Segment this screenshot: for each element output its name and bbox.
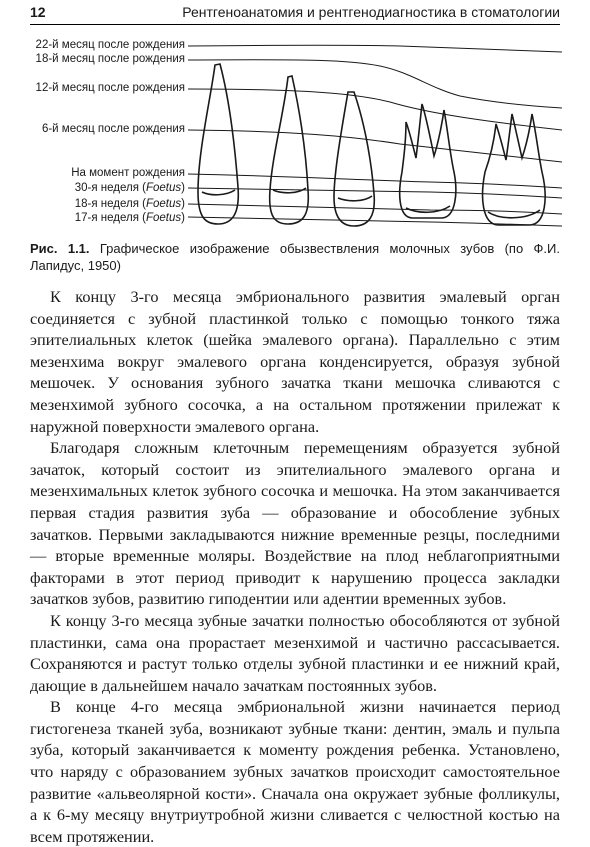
figure-stage-labels [30,32,185,230]
stage-label: 6-й месяц после рождения [41,123,185,135]
stage-line-22m [188,45,562,52]
stage-label: 12-й месяц после рождения [35,82,185,94]
figure-tooth-calcification [30,32,562,230]
stage-line-30w [188,188,562,198]
stage-label: 18-й месяц после рождения [35,53,185,65]
stage-line-12m [188,89,562,130]
figure-caption [30,240,560,274]
paragraph: Благодаря сложным клеточным перемещениям образуется зубной зачаток, который состоит из эпителиального эмалевого органа и мезенхимальных клеток зубного сосочка и мешочка. На этом заканчивается первая стадия развития зуба — образование и обособление зубных зачатков. Первыми закладываются нижние временные резцы, последними — вторые временные моляры. Воздействие на плод неблагоприятными факторами в этот период приводит к нарушению процесса закладки зачатков зубов, развитию гиподентии или адентии временных зубов. [30,438,560,609]
tooth-canine [334,92,374,226]
stage-label: 17-я неделя (Foetus) [74,212,185,224]
caption-label: Рис. 1.1. [30,241,90,256]
caption-text: Графическое изображение обызвествления молочных зубов (по Ф.И. Лапидус, 1950) [30,241,560,273]
paragraph: В конце 4-го месяца эмбриональной жизни начинается период гистогенеза тканей зуба, возникают зубные ткани: дентин, эмаль и пульпа зуба, который заканчивается к моменту рождения ребенка. Установлено, что наряду с образованием зубных зачатков происходит самостоятельное развитие «альвеолярной кости». Сначала она окружает зубные фолликулы, а к 6-му месяцу внутриутробной жизни сливается с челюстной костью на всем протяжении. [30,697,560,846]
stage-label: 30-я неделя (Foetus) [74,182,185,194]
tooth-first-molar [400,104,456,218]
body-text [30,286,560,847]
tooth-lateral-incisor [270,76,309,224]
running-header [30,0,560,25]
tooth-second-molar [483,114,546,225]
stage-label: 18-я неделя (Foetus) [74,198,185,210]
stage-line-18w [188,204,562,214]
stage-label: На момент рождения [71,167,185,179]
tooth-central-incisor [198,64,238,224]
stage-line-birth [188,174,562,188]
running-title: Рентгеноанатомия и рентгенодиагностика в стоматологии [182,4,560,20]
paragraph: К концу 3-го месяца эмбрионального развития эмалевый орган соединяется с зубной пластинкой только с помощью тонкого тяжа эпителиальных клеток (шейка эмалевого органа). Параллельно с этим мезенхима вокруг эмалевого органа конденсируется, образуя зубной мешочек. У основания зубного зачатка ткани мешочка сливаются с мезенхимой зубного сосочка, а на остальном протяжении прилежат к наружной поверхности эмалевого органа. [30,287,560,436]
paragraph: К концу 3-го месяца зубные зачатки полностью обособляются от зубной пластинки, сама она прорастает мезенхимой и частично рассасывается. Сохраняются и растут только отделы зубной пластинки и ее нижний край, дающие в дальнейшем начало зачаткам постоянных зубов. [30,610,560,695]
stage-line-18m [188,60,562,108]
stage-label: 22-й месяц после рождения [35,39,185,51]
page-number: 12 [30,4,46,20]
